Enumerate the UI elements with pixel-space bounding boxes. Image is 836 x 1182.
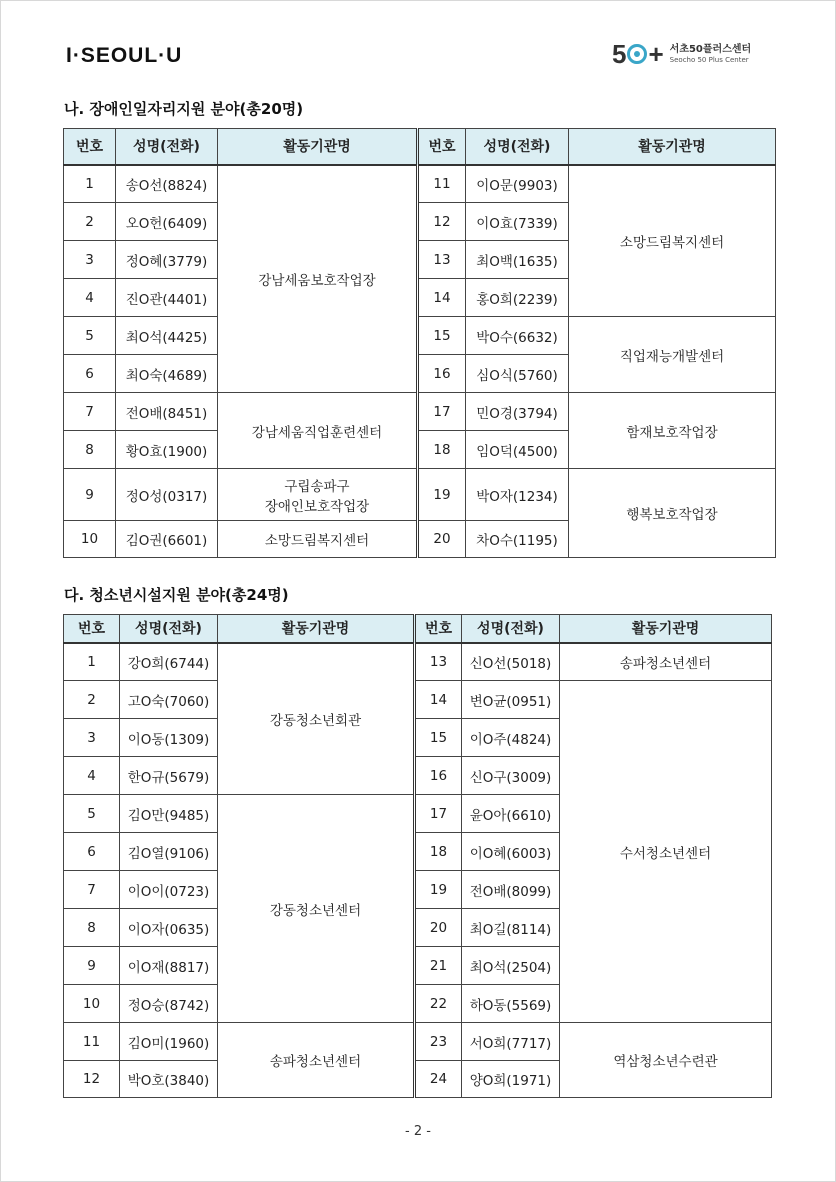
row-number: 14	[415, 681, 462, 719]
row-number: 3	[64, 719, 120, 757]
row-number: 9	[64, 947, 120, 985]
member-name-phone: 강O희(6744)	[120, 643, 218, 681]
member-name-phone: 심O식(5760)	[466, 355, 569, 393]
row-number: 9	[64, 469, 116, 521]
logo-korean-text: 서초50플러스센터	[669, 43, 752, 55]
member-name-phone: 황O효(1900)	[116, 431, 218, 469]
section-title-disability: 나. 장애인일자리지원 분야(총20명)	[64, 100, 304, 118]
row-number: 4	[64, 279, 116, 317]
table-row	[64, 393, 776, 431]
member-name-phone: 전O배(8099)	[462, 871, 560, 909]
row-number: 21	[415, 947, 462, 985]
row-number: 19	[415, 871, 462, 909]
youth-table	[63, 614, 772, 1098]
member-name-phone: 김O미(1960)	[120, 1023, 218, 1061]
member-name-phone: 송O선(8824)	[116, 165, 218, 203]
member-name-phone: 최O석(4425)	[116, 317, 218, 355]
logo-plus: +	[648, 38, 664, 69]
member-name-phone: 이O효(7339)	[466, 203, 569, 241]
organization-name: 송파청소년센터	[560, 643, 772, 681]
row-number: 24	[415, 1061, 462, 1098]
table-header-row	[64, 129, 776, 165]
logo-number: 5	[612, 38, 627, 69]
section-title-youth: 다. 청소년시설지원 분야(총24명)	[64, 586, 289, 604]
logo-english-text: Seocho 50 Plus Center	[669, 55, 749, 64]
ring-icon	[627, 44, 647, 64]
member-name-phone: 진O관(4401)	[116, 279, 218, 317]
col-header-no: 번호	[418, 129, 466, 165]
member-name-phone: 정O성(0317)	[116, 469, 218, 521]
row-number: 1	[64, 643, 120, 681]
member-name-phone: 신O선(5018)	[462, 643, 560, 681]
page-number: - 2 -	[405, 1124, 431, 1139]
member-name-phone: 최O길(8114)	[462, 909, 560, 947]
member-name-phone: 임O덕(4500)	[466, 431, 569, 469]
row-number: 17	[418, 393, 466, 431]
row-number: 17	[415, 795, 462, 833]
col-header-no: 번호	[415, 615, 462, 643]
organization-name: 직업재능개발센터	[569, 317, 776, 393]
col-header-no: 번호	[64, 615, 120, 643]
member-name-phone: 신O구(3009)	[462, 757, 560, 795]
organization-name: 강동청소년회관	[218, 643, 415, 795]
member-name-phone: 박O수(6632)	[466, 317, 569, 355]
iseoulu-logo: I·SEOUL·U	[66, 44, 183, 67]
row-number: 10	[64, 985, 120, 1023]
member-name-phone: 이O주(4824)	[462, 719, 560, 757]
member-name-phone: 이O혜(6003)	[462, 833, 560, 871]
col-header-org: 활동기관명	[560, 615, 772, 643]
row-number: 2	[64, 203, 116, 241]
row-number: 7	[64, 871, 120, 909]
table-row	[64, 681, 772, 719]
row-number: 4	[64, 757, 120, 795]
row-number: 2	[64, 681, 120, 719]
member-name-phone: 서O희(7717)	[462, 1023, 560, 1061]
organization-name: 강동청소년센터	[218, 795, 415, 1023]
member-name-phone: 이O동(1309)	[120, 719, 218, 757]
organization-name: 역삼청소년수련관	[560, 1023, 772, 1098]
organization-name: 수서청소년센터	[560, 681, 772, 1023]
organization-name: 소망드림복지센터	[218, 521, 418, 558]
col-header-name: 성명(전화)	[116, 129, 218, 165]
member-name-phone: 최O백(1635)	[466, 241, 569, 279]
col-header-name: 성명(전화)	[466, 129, 569, 165]
row-number: 13	[418, 241, 466, 279]
row-number: 16	[418, 355, 466, 393]
member-name-phone: 홍O희(2239)	[466, 279, 569, 317]
member-name-phone: 이O문(9903)	[466, 165, 569, 203]
member-name-phone: 윤O아(6610)	[462, 795, 560, 833]
row-number: 13	[415, 643, 462, 681]
organization-name: 강남세움직업훈련센터	[218, 393, 418, 469]
row-number: 5	[64, 317, 116, 355]
member-name-phone: 김O만(9485)	[120, 795, 218, 833]
member-name-phone: 전O배(8451)	[116, 393, 218, 431]
row-number: 5	[64, 795, 120, 833]
member-name-phone: 차O수(1195)	[466, 521, 569, 558]
member-name-phone: 김O권(6601)	[116, 521, 218, 558]
member-name-phone: 박O호(3840)	[120, 1061, 218, 1098]
member-name-phone: 이O재(8817)	[120, 947, 218, 985]
row-number: 19	[418, 469, 466, 521]
member-name-phone: 이O이(0723)	[120, 871, 218, 909]
row-number: 8	[64, 909, 120, 947]
seocho-50plus-logo	[612, 38, 772, 70]
row-number: 15	[415, 719, 462, 757]
member-name-phone: 정O혜(3779)	[116, 241, 218, 279]
row-number: 12	[418, 203, 466, 241]
member-name-phone: 오O헌(6409)	[116, 203, 218, 241]
member-name-phone: 이O자(0635)	[120, 909, 218, 947]
row-number: 10	[64, 521, 116, 558]
col-header-name: 성명(전화)	[120, 615, 218, 643]
member-name-phone: 변O균(0951)	[462, 681, 560, 719]
col-header-no: 번호	[64, 129, 116, 165]
table-row	[64, 1023, 772, 1061]
row-number: 8	[64, 431, 116, 469]
row-number: 1	[64, 165, 116, 203]
table-row	[64, 643, 772, 681]
member-name-phone: 하O동(5569)	[462, 985, 560, 1023]
organization-name: 소망드림복지센터	[569, 165, 776, 317]
disability-table	[63, 128, 776, 558]
organization-name: 행복보호작업장	[569, 469, 776, 558]
organization-name: 송파청소년센터	[218, 1023, 415, 1098]
table-row	[64, 165, 776, 203]
row-number: 6	[64, 355, 116, 393]
col-header-org: 활동기관명	[569, 129, 776, 165]
row-number: 22	[415, 985, 462, 1023]
member-name-phone: 김O열(9106)	[120, 833, 218, 871]
row-number: 12	[64, 1061, 120, 1098]
member-name-phone: 민O경(3794)	[466, 393, 569, 431]
row-number: 7	[64, 393, 116, 431]
col-header-org: 활동기관명	[218, 615, 415, 643]
row-number: 20	[418, 521, 466, 558]
row-number: 11	[64, 1023, 120, 1061]
row-number: 3	[64, 241, 116, 279]
row-number: 15	[418, 317, 466, 355]
member-name-phone: 정O승(8742)	[120, 985, 218, 1023]
member-name-phone: 최O석(2504)	[462, 947, 560, 985]
organization-name: 구립송파구 장애인보호작업장	[218, 469, 418, 521]
row-number: 16	[415, 757, 462, 795]
member-name-phone: 박O자(1234)	[466, 469, 569, 521]
row-number: 20	[415, 909, 462, 947]
col-header-name: 성명(전화)	[462, 615, 560, 643]
row-number: 23	[415, 1023, 462, 1061]
organization-name: 함재보호작업장	[569, 393, 776, 469]
row-number: 14	[418, 279, 466, 317]
member-name-phone: 양O희(1971)	[462, 1061, 560, 1098]
row-number: 6	[64, 833, 120, 871]
table-header-row	[64, 615, 772, 643]
table-row	[64, 469, 776, 521]
row-number: 11	[418, 165, 466, 203]
member-name-phone: 한O규(5679)	[120, 757, 218, 795]
col-header-org: 활동기관명	[218, 129, 418, 165]
table-row	[64, 317, 776, 355]
member-name-phone: 최O숙(4689)	[116, 355, 218, 393]
organization-name: 강남세움보호작업장	[218, 165, 418, 393]
row-number: 18	[418, 431, 466, 469]
member-name-phone: 고O숙(7060)	[120, 681, 218, 719]
row-number: 18	[415, 833, 462, 871]
